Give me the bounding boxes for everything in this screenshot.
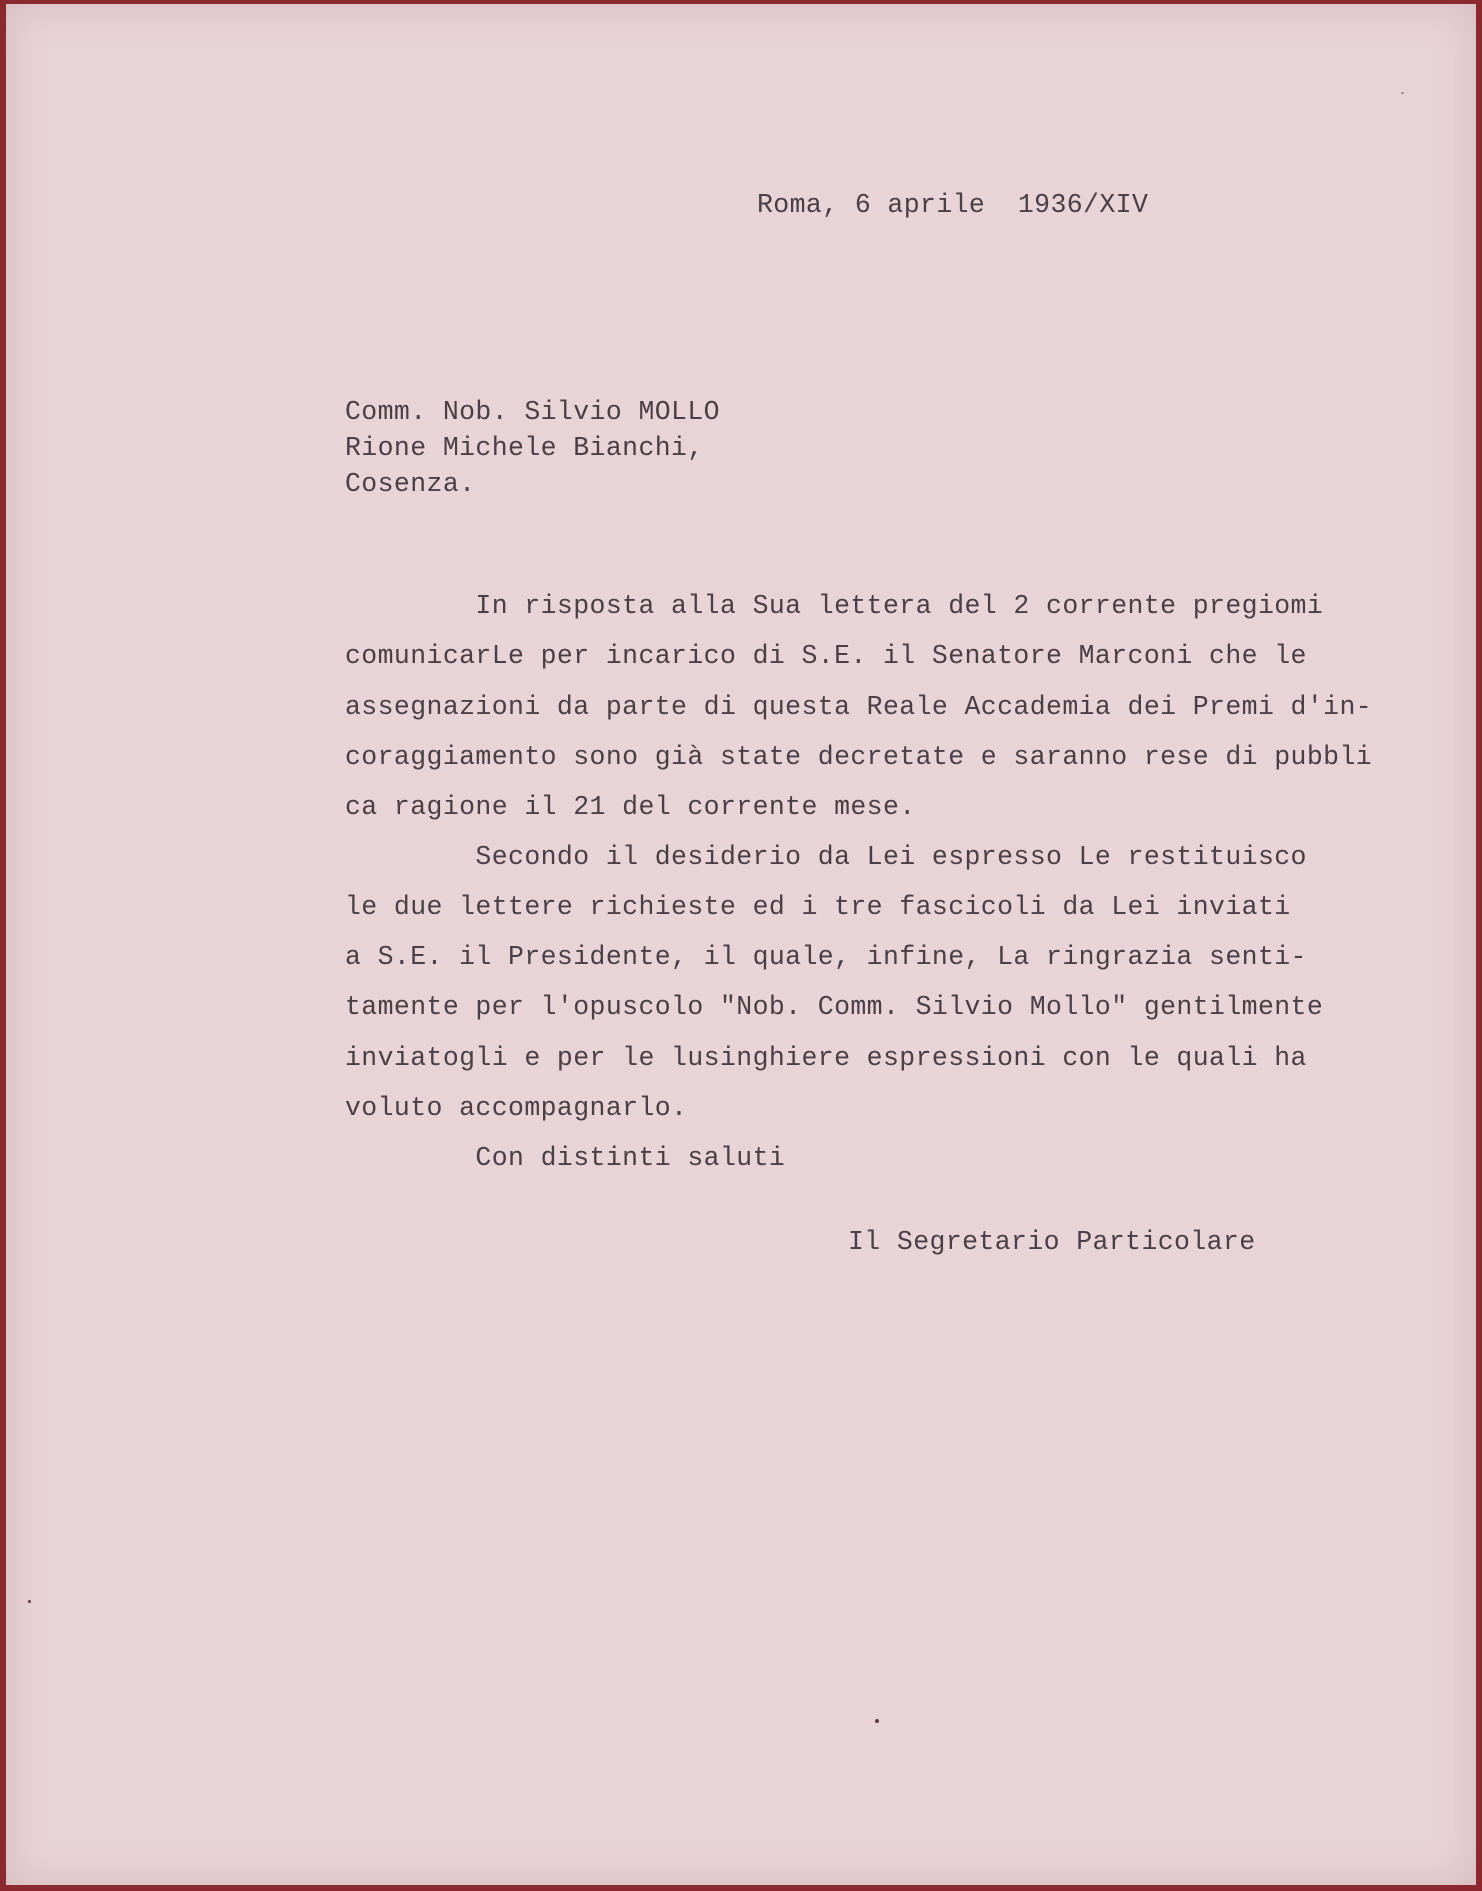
recipient-city: Cosenza. xyxy=(345,469,476,499)
letter-sheet xyxy=(6,4,1476,1885)
body-line: tamente per l'opuscolo "Nob. Comm. Silvio Mollo" gentilmente xyxy=(345,992,1324,1022)
recipient-name: Comm. Nob. Silvio MOLLO xyxy=(345,397,720,427)
paper-speck xyxy=(875,1719,879,1723)
paper-speck xyxy=(28,1600,31,1603)
body-line: In risposta alla Sua lettera del 2 corrente pregiomi xyxy=(345,591,1324,621)
body-line: coraggiamento sono già state decretate e saranno rese di pubbli xyxy=(345,742,1373,772)
signature-title: Il Segretario Particolare xyxy=(848,1227,1256,1257)
body-line: Con distinti saluti xyxy=(345,1143,786,1173)
paper-speck xyxy=(1401,92,1404,94)
letter-date: Roma, 6 aprile 1936/XIV xyxy=(757,190,1149,220)
body-line: ca ragione il 21 del corrente mese. xyxy=(345,792,916,822)
recipient-street: Rione Michele Bianchi, xyxy=(345,433,704,463)
body-line: a S.E. il Presidente, il quale, infine, La ringrazia senti- xyxy=(345,942,1307,972)
body-line: voluto accompagnarlo. xyxy=(345,1093,688,1123)
body-line: comunicarLe per incarico di S.E. il Senatore Marconi che le xyxy=(345,641,1307,671)
body-line: inviatogli e per le lusinghiere espressioni con le quali ha xyxy=(345,1043,1307,1073)
body-line: Secondo il desiderio da Lei espresso Le restituisco xyxy=(345,842,1307,872)
body-line: assegnazioni da parte di questa Reale Accademia dei Premi d'in- xyxy=(345,692,1373,722)
body-line: le due lettere richieste ed i tre fascicoli da Lei inviati xyxy=(345,892,1291,922)
